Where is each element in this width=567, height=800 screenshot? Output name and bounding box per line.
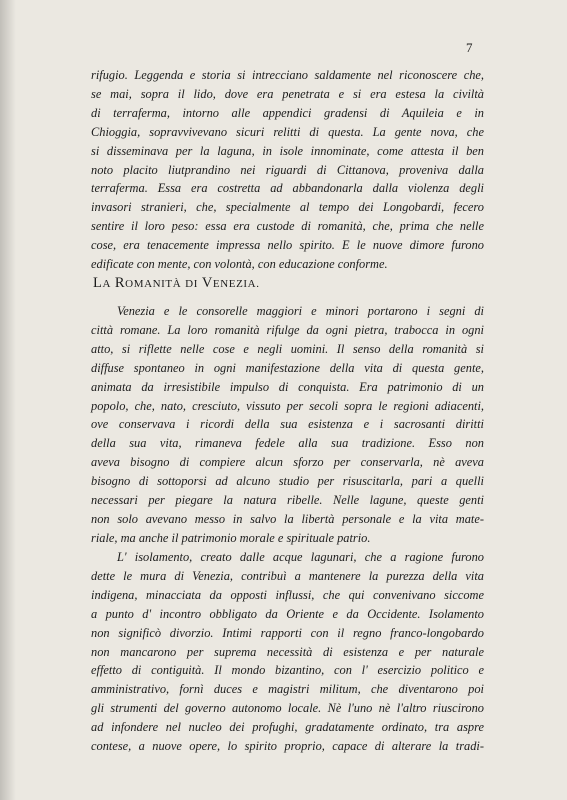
text-line: non mancarono per suprema necessità di esistenza e per naturale (91, 644, 484, 659)
heading-word: OMANITÀ (125, 278, 182, 290)
text-line: di terraferma, intorno alle appendici gradensi di Aquileia e in (91, 105, 484, 120)
text-line: effetto di contiguità. Il mondo bizantino, con l' esercizio politico e (91, 663, 484, 678)
paragraph-1 (91, 66, 484, 274)
text-line: Venezia e le consorelle maggiori e minori portarono i segni di (117, 304, 484, 318)
text-line: sentire il loro peso: essa era custode di romanità, che, prima che nelle (91, 219, 484, 234)
text-line: città romane. La loro romanità rifulge da ogni pietra, trabocca in ogni (91, 322, 484, 337)
text-line: non significò divorzio. Intimi rapporti con il regno franco-longobardo (91, 625, 484, 640)
text-line: rifugio. Leggenda e storia si intrecciano saldamente nel riconoscere che, (91, 68, 484, 82)
heading-word: A (102, 278, 112, 290)
paragraph-2 (91, 302, 484, 548)
heading-initial: L (93, 275, 103, 291)
text-line: se mai, sopra il lido, dove era penetrata e si era estesa la civiltà (91, 86, 484, 101)
text-line: diffuse spontaneo in ogni manifestazione della vita di questa gente, (91, 360, 484, 375)
text-line: Chioggia, sopravvivevano sicuri relitti di questa. La gente nova, che (91, 124, 484, 139)
text-line: cose, era tenacemente impressa nello spirito. E le nuove dimore furono (91, 238, 484, 253)
text-line: necessari per piegare la natura ribelle. Nelle lagune, queste genti (91, 493, 484, 508)
text-line: ad infondere nel nucleo dei profughi, gradatamente ordinato, tra aspre (91, 720, 484, 735)
text-line: amministrativo, fornì duces e magistri militum, che diventarono poi (91, 682, 484, 697)
text-line: della sua vita, rimaneva fedele alla sua tradizione. Esso non (91, 436, 484, 451)
text-line: L' isolamento, creato dalle acque lagunari, che a ragione furono (117, 550, 484, 564)
text-line: aveva bisogno di compiere alcun sforzo per conservarla, nè aveva (91, 455, 484, 470)
text-line: dette le mura di Venezia, contribuì a mantenere la purezza della vita (91, 568, 484, 583)
text-line: bisogno di sottoporsi ad alcuno studio per risuscitarla, pari a quelli (91, 474, 484, 489)
text-line: non solo avevano messo in salvo la libertà personale e la vita mate- (91, 511, 484, 526)
text-line: ove conservava i ricordi della sua esistenza e i sacrosanti diritti (91, 417, 484, 432)
heading-word: DI (185, 278, 198, 290)
paragraph-3 (91, 548, 484, 756)
text-line: a punto d' incontro obbligato da Oriente e da Occidente. Isolamento (91, 606, 484, 621)
text-line: indigena, minacciata da opposti influssi, che qui convenivano siccome (91, 587, 484, 602)
text-line: edificate con mente, con volontà, con educazione conforme. (91, 257, 388, 272)
text-line: terraferma. Essa era costretta ad abbandonarla dalla violenza degli (91, 181, 484, 196)
binding-shadow (0, 0, 16, 800)
page-number: 7 (466, 40, 473, 55)
text-line: animata da irresistibile impulso di conquista. Era patrimonio di un (91, 379, 484, 394)
text-line: noto placito liutprandino nei riguardi di Cittanova, proveniva dalla (91, 162, 484, 177)
text-line: si disseminava per la laguna, in isole innominate, come attesta il ben (91, 143, 484, 158)
heading-word: ENEZIA. (212, 278, 260, 290)
text-line: popolo, che, nato, cresciuto, vissuto per secoli sopra le regioni adiacenti, (91, 398, 484, 413)
text-line: atto, si riflette nelle cose e negli uomini. Il senso della romanità si (91, 341, 484, 356)
text-line: riale, ma anche il patrimonio morale e spirituale patrio. (91, 530, 371, 545)
section-heading (93, 275, 260, 292)
text-line: invasori stranieri, che, specialmente al tempo dei Longobardi, fecero (91, 200, 484, 215)
text-line: gli strumenti del governo autonomo locale. Nè l'uno nè l'altro riuscirono (91, 701, 484, 716)
text-line: contese, a nuove opere, lo spirito proprio, capace di alterare la tradi- (91, 739, 484, 754)
heading-initial: V (201, 275, 213, 291)
heading-initial: R (114, 275, 126, 291)
